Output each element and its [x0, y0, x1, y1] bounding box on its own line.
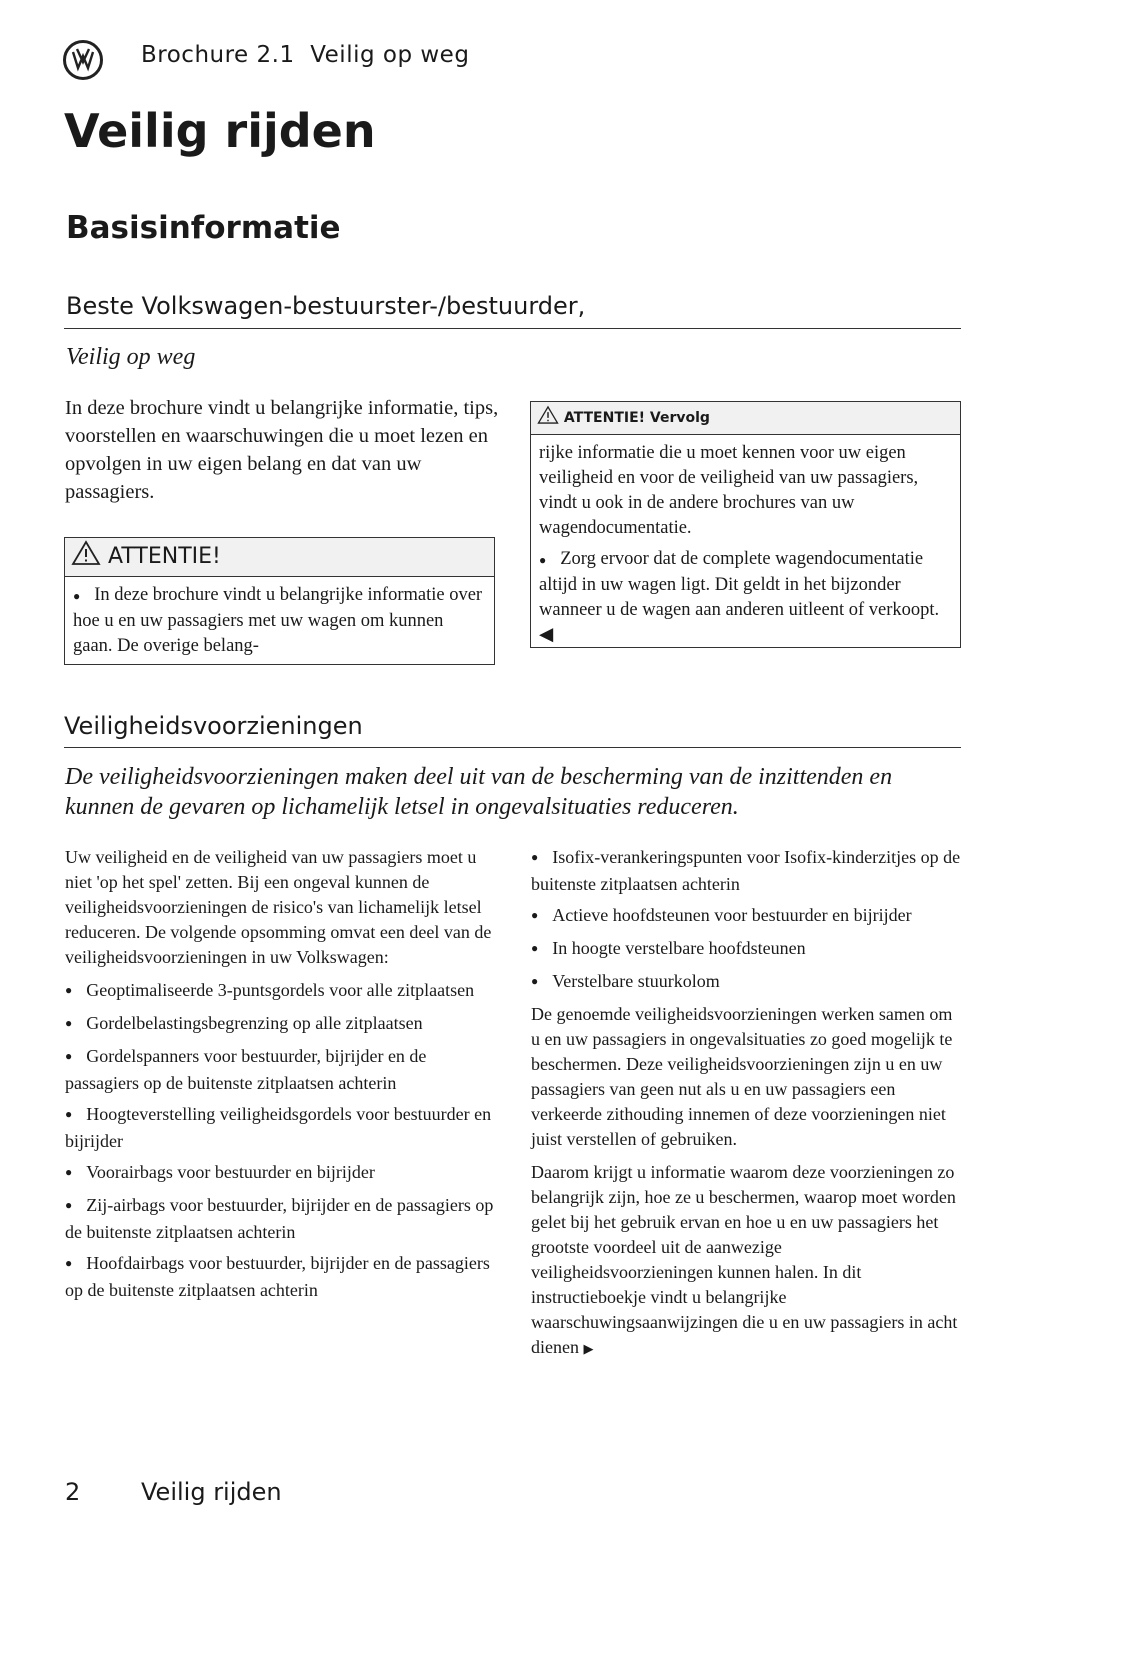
warning-text: In deze brochure vindt u belangrijke informatie over hoe u en uw passagiers met uw wagen om kunnen gaan. De overige belang-: [73, 585, 483, 656]
list-item: ● Geoptimaliseerde 3-puntsgordels voor alle zitplaatsen: [65, 978, 495, 1005]
list-item: ● Hoofdairbags voor bestuurder, bijrijder en de passagiers op de buitenste zitplaatsen achterin: [65, 1251, 495, 1303]
right-column: [531, 845, 961, 1369]
warning-box: ATTENTIE! ● In deze brochure vindt u belangrijke informatie over hoe u en uw passagiers met uw wagen om kunnen gaan. De overige belang-: [64, 537, 495, 665]
breadcrumb: Brochure 2.1 Veilig op weg: [141, 42, 470, 68]
salutation-heading: Beste Volkswagen-bestuurster-/bestuurder,: [66, 292, 586, 320]
page-title: Veilig rijden: [64, 104, 376, 158]
warning-bullet: Zorg ervoor dat de complete wagendocumentatie altijd in uw wagen ligt. Dit geldt in het bijzonder wanneer u de wagen aan anderen uitleent of verkoopt.: [539, 549, 940, 620]
intro-paragraph: In deze brochure vindt u belangrijke informatie, tips, voorstellen en waarschuwingen die u moet lezen en opvolgen in uw eigen belang en dat van uw passagiers.: [65, 397, 499, 503]
warning-triangle-icon: [537, 405, 559, 425]
end-marker-icon: ◀: [539, 625, 554, 645]
warning-continued-box: ATTENTIE! Vervolg rijke informatie die u moet kennen voor uw eigen veiligheid en voor de veiligheid van uw passagiers, vindt u ook in de andere brochures van uw wagendocumentatie. ● Zorg ervoor dat de complete wagendocumentatie altijd in uw wagen ligt. Dit geldt in het bijzonder wanneer u de wagen aan anderen uitleent of verkoopt. ◀: [530, 401, 961, 648]
safety-intro: De veiligheidsvoorzieningen maken deel uit van de bescherming van de inzittenden en kunnen de gevaren op lichamelijk letsel in ongevalsituaties reduceren.: [65, 764, 893, 820]
list-item: ● Zij-airbags voor bestuurder, bijrijder en de passagiers op de buitenste zitplaatsen achterin: [65, 1193, 495, 1245]
list-item: ● Gordelspanners voor bestuurder, bijrijder en de passagiers op de buitenste zitplaatsen achterin: [65, 1044, 495, 1096]
warning-continued-text: rijke informatie die u moet kennen voor uw eigen veiligheid en voor de veiligheid van uw passagiers, vindt u ook in de andere brochures van uw wagendocumentatie.: [539, 443, 919, 538]
footer-chapter: Veilig rijden: [141, 1478, 282, 1506]
vw-logo-icon: [63, 40, 103, 80]
safety-heading: Veiligheidsvoorzieningen: [64, 712, 363, 740]
list-item: ● Actieve hoofdsteunen voor bestuurder en bijrijder: [531, 903, 961, 930]
left-column: [65, 845, 495, 1309]
warning-title: ATTENTIE!: [108, 544, 221, 569]
continue-marker-icon: ▶: [583, 1341, 594, 1356]
page-number: 2: [65, 1478, 81, 1506]
list-item: ● Hoogteverstelling veiligheidsgordels voor bestuurder en bijrijder: [65, 1102, 495, 1154]
list-item: ● Voorairbags voor bestuurder en bijrijder: [65, 1160, 495, 1187]
list-item: ● In hoogte verstelbare hoofdsteunen: [531, 936, 961, 963]
safety-paragraph: Uw veiligheid en de veiligheid van uw passagiers moet u niet 'op het spel' zetten. Bij een ongeval kunnen de veiligheidsvoorzieningen de risico's van lichamelijk letsel reduceren. De volgende opsomming omvat een deel van de veiligheidsvoorzieningen in uw Volkswagen:: [65, 847, 492, 967]
divider: [64, 328, 961, 329]
subtitle: Veilig op weg: [66, 344, 196, 370]
section-title: Basisinformatie: [66, 210, 341, 246]
divider: [64, 747, 961, 748]
list-item: ● Isofix-verankeringspunten voor Isofix-kinderzitjes op de buitenste zitplaatsen achterin: [531, 845, 961, 897]
safety-paragraph: De genoemde veiligheidsvoorzieningen werken samen om u en uw passagiers in ongevalsituaties zo goed mogelijk te beschermen. Deze veiligheidsvoorzieningen zijn u en uw passagiers van geen nut als u en uw passagiers een verkeerde zithouding innemen of deze voorzieningen niet juist verstellen of gebruiken.: [531, 1004, 953, 1149]
list-item: ● Verstelbare stuurkolom: [531, 969, 961, 996]
warning-triangle-icon: [71, 540, 101, 566]
safety-paragraph: Daarom krijgt u informatie waarom deze voorzieningen zo belangrijk zijn, hoe ze u beschermen, waarop moet worden gelet bij het gebruik ervan en hoe u en uw passagiers het grootste voordeel uit de aanwezige veiligheidsvoorzieningen kunnen halen. In dit instructieboekje vindt u belangrijke waarschuwingsaanwijzingen die u en uw passagiers in acht dienen: [531, 1162, 958, 1357]
list-item: ● Gordelbelastingsbegrenzing op alle zitplaatsen: [65, 1011, 495, 1038]
warning-continued-title: ATTENTIE! Vervolg: [563, 410, 710, 426]
